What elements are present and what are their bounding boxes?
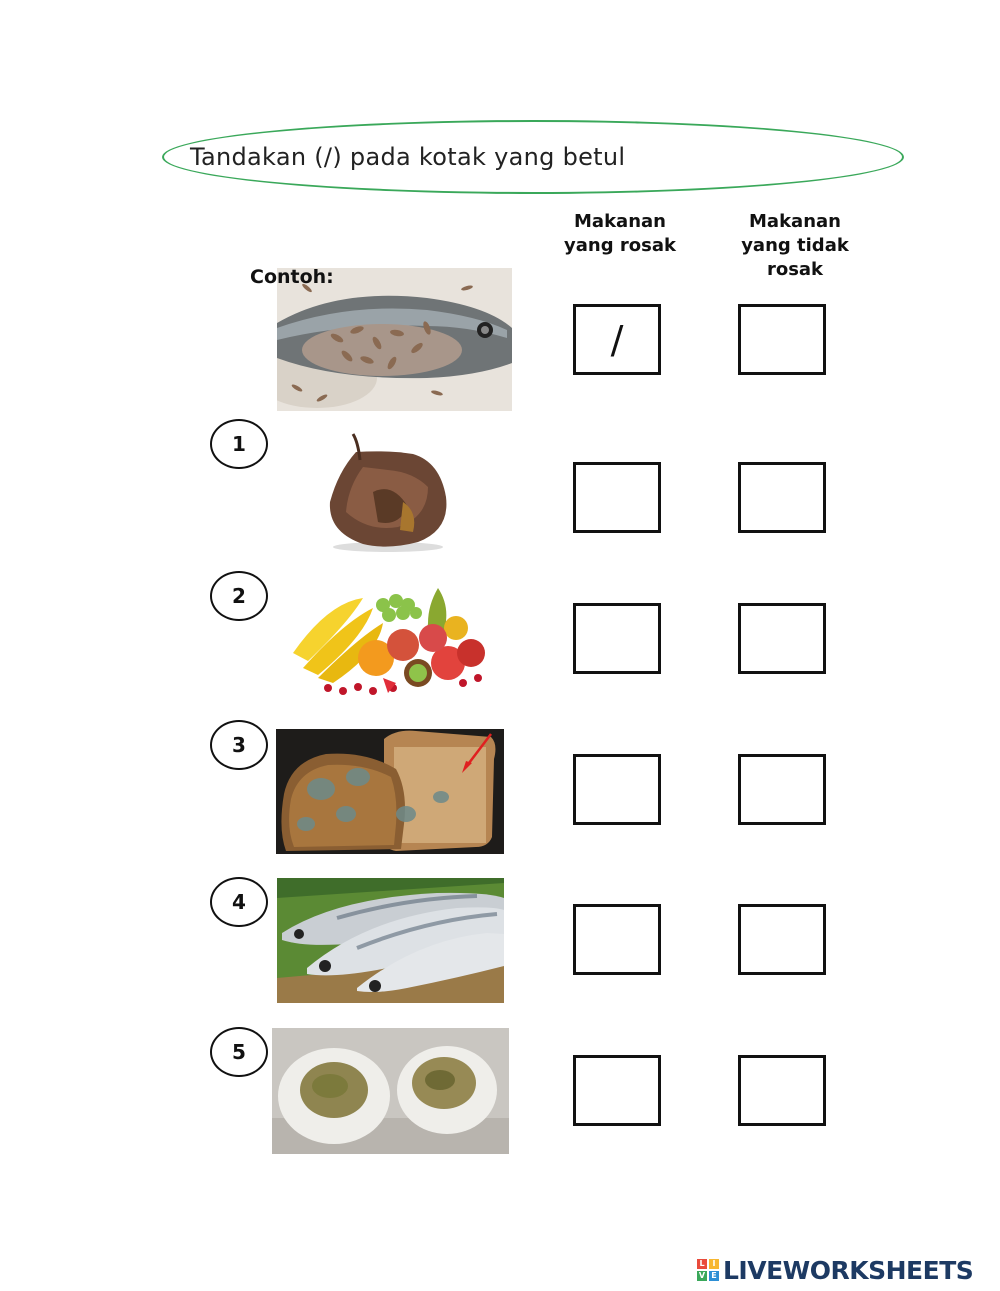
logo-text: LIVEWORKSHEETS — [723, 1255, 974, 1285]
logo-mark-icon — [697, 1259, 719, 1281]
item-number: 5 — [210, 1027, 268, 1077]
example-checkbox-rosak: / — [573, 304, 661, 375]
item-5-checkbox-rosak[interactable] — [573, 1055, 661, 1126]
column-header-line: Makanan — [574, 211, 666, 232]
instruction-text: Tandakan (/) pada kotak yang betul — [190, 143, 626, 171]
item-number: 1 — [210, 419, 268, 469]
example-label: Contoh: — [250, 266, 334, 288]
logo-letter: V — [698, 1271, 706, 1280]
column-header-line: yang tidak — [741, 235, 849, 256]
column-header-rosak — [555, 210, 685, 258]
item-image-rotten-eggs — [272, 1028, 509, 1154]
item-3-checkbox-tidak-rosak[interactable] — [738, 754, 826, 825]
column-header-line: rosak — [766, 259, 824, 280]
column-header-tidak-rosak — [725, 210, 865, 282]
example-checkbox-tidak-rosak — [738, 304, 826, 375]
item-number: 2 — [210, 571, 268, 621]
item-3-checkbox-rosak[interactable] — [573, 754, 661, 825]
item-image-fresh-fruits — [288, 583, 493, 699]
item-4-checkbox-tidak-rosak[interactable] — [738, 904, 826, 975]
item-image-rotten-apple — [318, 432, 458, 552]
column-header-line: yang rosak — [564, 235, 676, 256]
item-image-moldy-bread — [276, 729, 504, 854]
item-2-checkbox-tidak-rosak[interactable] — [738, 603, 826, 674]
item-5-checkbox-tidak-rosak[interactable] — [738, 1055, 826, 1126]
logo-letter: I — [709, 1259, 719, 1269]
item-number: 3 — [210, 720, 268, 770]
column-header-line: Makanan — [749, 211, 841, 232]
item-2-checkbox-rosak[interactable] — [573, 603, 661, 674]
example-image-rotten-fish — [277, 268, 512, 411]
liveworksheets-logo — [697, 1256, 973, 1284]
item-image-fresh-fish — [277, 878, 504, 1003]
logo-letter: L — [697, 1259, 707, 1269]
item-number: 4 — [210, 877, 268, 927]
item-1-checkbox-tidak-rosak[interactable] — [738, 462, 826, 533]
item-1-checkbox-rosak[interactable] — [573, 462, 661, 533]
item-4-checkbox-rosak[interactable] — [573, 904, 661, 975]
logo-letter: E — [709, 1271, 719, 1281]
